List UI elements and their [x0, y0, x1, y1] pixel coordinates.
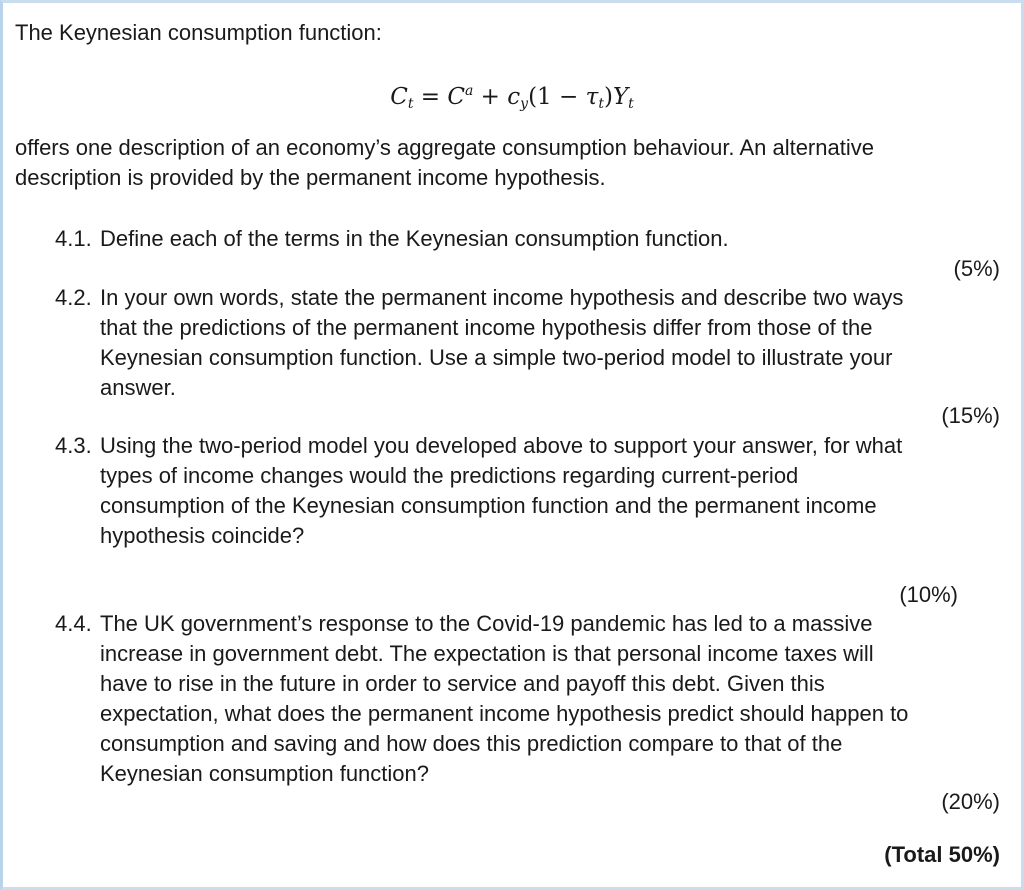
question-4-2-text: In your own words, state the permanent income hypothesis and describe two ways that the predictions of the permanent income hypothesis differ from those of the Keynesian consumption function. Use a simple two-period model to illustrate your answer.: [100, 285, 904, 400]
question-number: 4.4.: [55, 611, 92, 636]
marks-label: (20%): [941, 789, 1000, 814]
consumption-formula: $C_t = C^a + c_y(1 - \tau_t)Y_t$: [390, 83, 634, 112]
paragraph-line: offers one description of an economy’s aggregate consumption behaviour. An alternative: [15, 135, 874, 160]
description-paragraph: [15, 133, 1005, 193]
question-number: 4.2.: [55, 285, 92, 310]
intro-text: The Keynesian consumption function:: [15, 20, 382, 45]
question-number: 4.1.: [55, 226, 92, 251]
question-number: 4.3.: [55, 433, 92, 458]
total-marks: (Total 50%): [884, 842, 1000, 867]
paragraph-line: description is provided by the permanent income hypothesis.: [15, 165, 606, 190]
question-4-3-text: Using the two-period model you developed above to support your answer, for what types of income changes would the predictions regarding current-period consumption of the Keynesian consumption function and the permanent income hypothesis coincide?: [100, 433, 903, 548]
marks-label: (10%): [899, 582, 958, 607]
question-4-1-text: Define each of the terms in the Keynesian consumption function.: [100, 226, 729, 251]
question-4-4-text: The UK government’s response to the Covid-19 pandemic has led to a massive increase in government debt. The expectation is that personal income taxes will have to rise in the future in order to service and payoff this debt. Given this expectation, what does the permanent income hypothesis predict should happen to consumption and saving and how does this prediction compare to that of the Keynesian consumption function?: [100, 611, 909, 786]
marks-label: (5%): [953, 256, 1000, 281]
marks-label: (15%): [941, 403, 1000, 428]
